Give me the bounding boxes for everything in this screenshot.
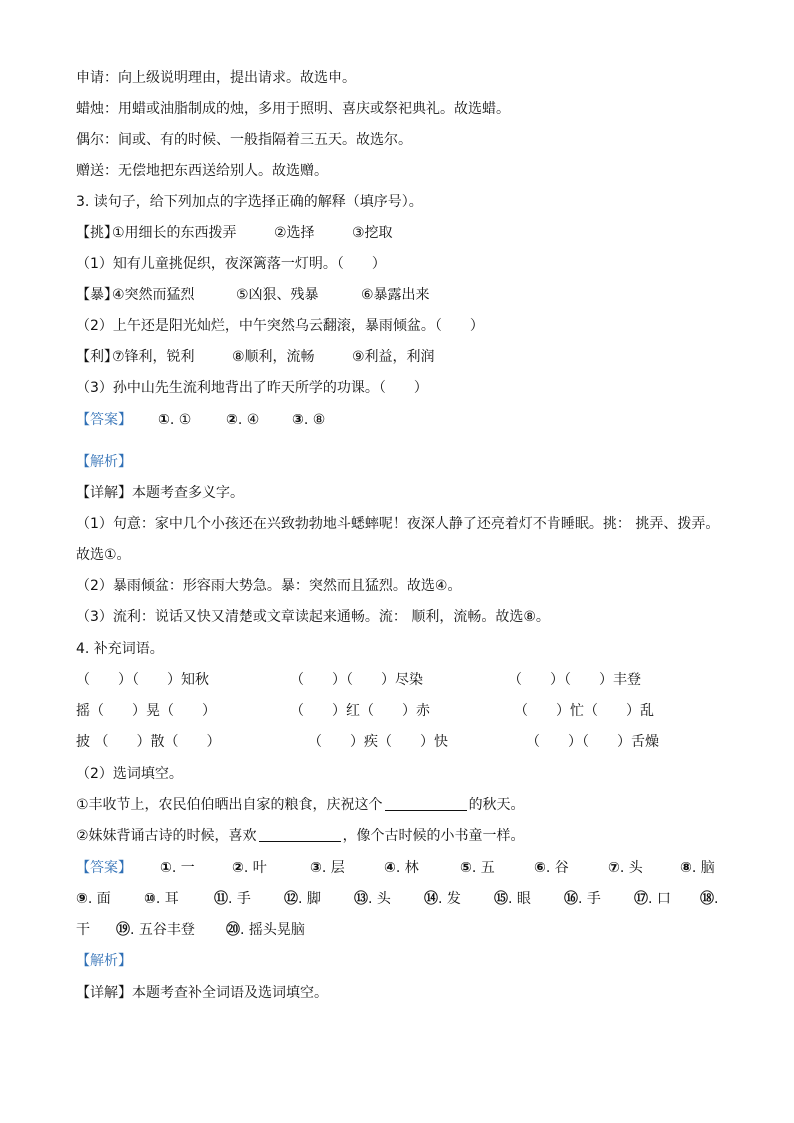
answer-label: 【答案】: [76, 412, 132, 428]
answer-item: [226, 920, 305, 940]
question-3-stem: 3. 读句子，给下列加点的字选择正确的解释（填序号）。: [76, 194, 423, 210]
answer-number: ⑫: [284, 891, 298, 907]
idiom-blank: 披 （ ）散（ ）: [76, 734, 221, 750]
answer-number: ⑲: [116, 922, 130, 938]
option-key: 【暴】: [76, 287, 118, 303]
fill-text: ②妹妹背诵古诗的时候，喜欢: [76, 828, 257, 844]
answer-number: ⑥: [534, 860, 546, 876]
fill-blank[interactable]: [385, 796, 467, 811]
answer-value: . 手: [578, 891, 601, 907]
detail-line: 【详解】本题考查补全词语及选词填空。: [76, 985, 328, 1001]
answer-value: . 林: [395, 860, 419, 876]
answer-number: ①: [158, 412, 170, 428]
fill-sentence-2: [76, 826, 525, 846]
answer-number: ③: [310, 860, 322, 876]
answer-number: ⑯: [564, 891, 578, 907]
answer-item: [226, 410, 259, 430]
answer-value: . 发: [438, 891, 461, 907]
explanation-1: （1）句意：家中几个小孩还在兴致勃勃地斗蟋蟀呢！夜深人静了还亮着灯不肯睡眠。挑： 挑弄、拨弄。: [76, 516, 720, 532]
option-key: 【利】: [76, 349, 118, 365]
definition-line: 偶尔：间或、有的时候、一般指隔着三五天。故选尔。: [76, 132, 412, 148]
option-8: ⑧顺利，流畅: [232, 349, 315, 365]
answer-item: [160, 858, 195, 878]
answer-value: .: [714, 891, 719, 907]
option-2: ②选择: [274, 225, 315, 241]
answer-value: . ④: [237, 412, 260, 428]
answer-value: . 头: [368, 891, 391, 907]
definition-line: 蜡烛：用蜡或油脂制成的烛，多用于照明、喜庆或祭祀典礼。故选蜡。: [76, 101, 510, 117]
answer-item: [232, 858, 267, 878]
explanation-1-conclusion: 故选①。: [76, 547, 131, 563]
detail-line: 【详解】本题考查多义字。: [76, 485, 244, 501]
answer-number: ⑩: [144, 891, 156, 907]
answer-value: . 叶: [243, 860, 267, 876]
answer-item: [494, 889, 531, 909]
option-1: ①用细长的东西拨弄: [112, 225, 237, 241]
answer-number: ②: [226, 412, 238, 428]
answer-value: . ①: [169, 412, 192, 428]
fill-text: ，像个古时候的小书童一样。: [342, 828, 525, 844]
answer-item: [680, 858, 715, 878]
option-5: ⑤凶狠、残暴: [236, 287, 319, 303]
answer-value: . 脑: [691, 860, 715, 876]
answer-value: . 脚: [298, 891, 321, 907]
answer-value: . 面: [87, 891, 111, 907]
answer-number: ②: [232, 860, 244, 876]
definition-line: 申请：向上级说明理由，提出请求。故选申。: [76, 70, 356, 86]
answer-item: [424, 889, 461, 909]
answer-item: [292, 410, 325, 430]
option-6: ⑥暴露出来: [361, 287, 430, 303]
answer-number: ⑪: [214, 891, 228, 907]
idiom-blank: （ ）（ ）舌燥: [526, 734, 659, 750]
fill-text: 的秋天。: [468, 797, 525, 813]
answer-number: ③: [292, 412, 304, 428]
answer-number: ⑤: [460, 860, 472, 876]
answer-value: . 层: [321, 860, 345, 876]
sentence-2: （2）上午还是阳光灿烂，中午突然乌云翻滚，暴雨倾盆。（ ）: [76, 318, 484, 334]
answer-value: . 五: [471, 860, 495, 876]
sentence-1: （1）知有儿童挑促织，夜深篱落一灯明。（ ）: [76, 256, 386, 272]
answer-number: ④: [384, 860, 396, 876]
answer-value: . 五谷丰登: [130, 922, 195, 938]
subquestion-2: （2）选词填空。: [76, 766, 183, 782]
answer-number: ⑦: [608, 860, 620, 876]
option-4: ④突然而猛烈: [112, 287, 195, 303]
analysis-label: 【解析】: [76, 454, 132, 470]
option-7: ⑦锋利，锐利: [112, 349, 195, 365]
idiom-blank: （ ）（ ）尽染: [290, 672, 423, 688]
idiom-blank: （ ）忙（ ）乱: [514, 703, 654, 719]
explanation-3: （3）流利：说话又快又清楚或文章读起来通畅。流： 顺利，流畅。故选⑧。: [76, 609, 550, 625]
answer-item: [354, 889, 391, 909]
answer-item: [214, 889, 251, 909]
answer-value: . 谷: [545, 860, 569, 876]
answer-number: ⑮: [494, 891, 508, 907]
answer-item: [76, 889, 111, 909]
answer-number: ⑨: [76, 891, 88, 907]
answer-value: . 手: [228, 891, 251, 907]
answer-number: ⑬: [354, 891, 368, 907]
answer-number: ⑭: [424, 891, 438, 907]
question-4-stem: 4. 补充词语。: [76, 641, 164, 657]
answer-item: [534, 858, 569, 878]
answer-item: [116, 920, 195, 940]
answer-item: [460, 858, 495, 878]
answer-item: [144, 889, 179, 909]
fill-blank[interactable]: [259, 827, 341, 842]
answer-item: [564, 889, 601, 909]
answer-item: [608, 858, 643, 878]
idiom-blank: （ ）（ ）丰登: [508, 672, 641, 688]
idiom-blank: （ ）红（ ）赤: [290, 703, 430, 719]
sentence-3: （3）孙中山先生流利地背出了昨天所学的功课。（ ）: [76, 380, 428, 396]
idiom-blank: （ ）疾（ ）快: [308, 734, 448, 750]
option-key: 【挑】: [76, 225, 118, 241]
answer-item: [634, 889, 671, 909]
answer-item: [310, 858, 345, 878]
option-3: ③挖取: [352, 225, 393, 241]
answer-number: ⑧: [680, 860, 692, 876]
answer-item: [158, 410, 191, 430]
idiom-blank: （ ）（ ）知秋: [76, 672, 209, 688]
answer-item: [284, 889, 321, 909]
explanation-2: （2）暴雨倾盆：形容雨大势急。暴：突然而且猛烈。故选④。: [76, 578, 462, 594]
definition-line: 赠送：无偿地把东西送给别人。故选赠。: [76, 163, 328, 179]
analysis-label: 【解析】: [76, 953, 132, 969]
answer-value: 干: [76, 922, 90, 938]
answer-value: . 耳: [155, 891, 179, 907]
fill-sentence-1: [76, 795, 525, 815]
answer-label: 【答案】: [76, 860, 132, 876]
idiom-blank: 摇（ ）晃（ ）: [76, 703, 216, 719]
answer-item: [384, 858, 419, 878]
fill-text: ①丰收节上，农民伯伯晒出自家的粮食，庆祝这个: [76, 797, 383, 813]
answer-value: . 口: [648, 891, 671, 907]
answer-value: . 一: [171, 860, 195, 876]
answer-number: ①: [160, 860, 172, 876]
answer-number: ⑳: [226, 922, 240, 938]
answer-value: . 眼: [508, 891, 531, 907]
option-9: ⑨利益，利润: [352, 349, 435, 365]
answer-value: . ⑧: [303, 412, 326, 428]
answer-value: . 摇头晃脑: [240, 922, 305, 938]
answer-number: ⑰: [634, 891, 648, 907]
answer-item: [700, 889, 718, 909]
answer-number: ⑱: [700, 891, 714, 907]
answer-value: . 头: [619, 860, 643, 876]
